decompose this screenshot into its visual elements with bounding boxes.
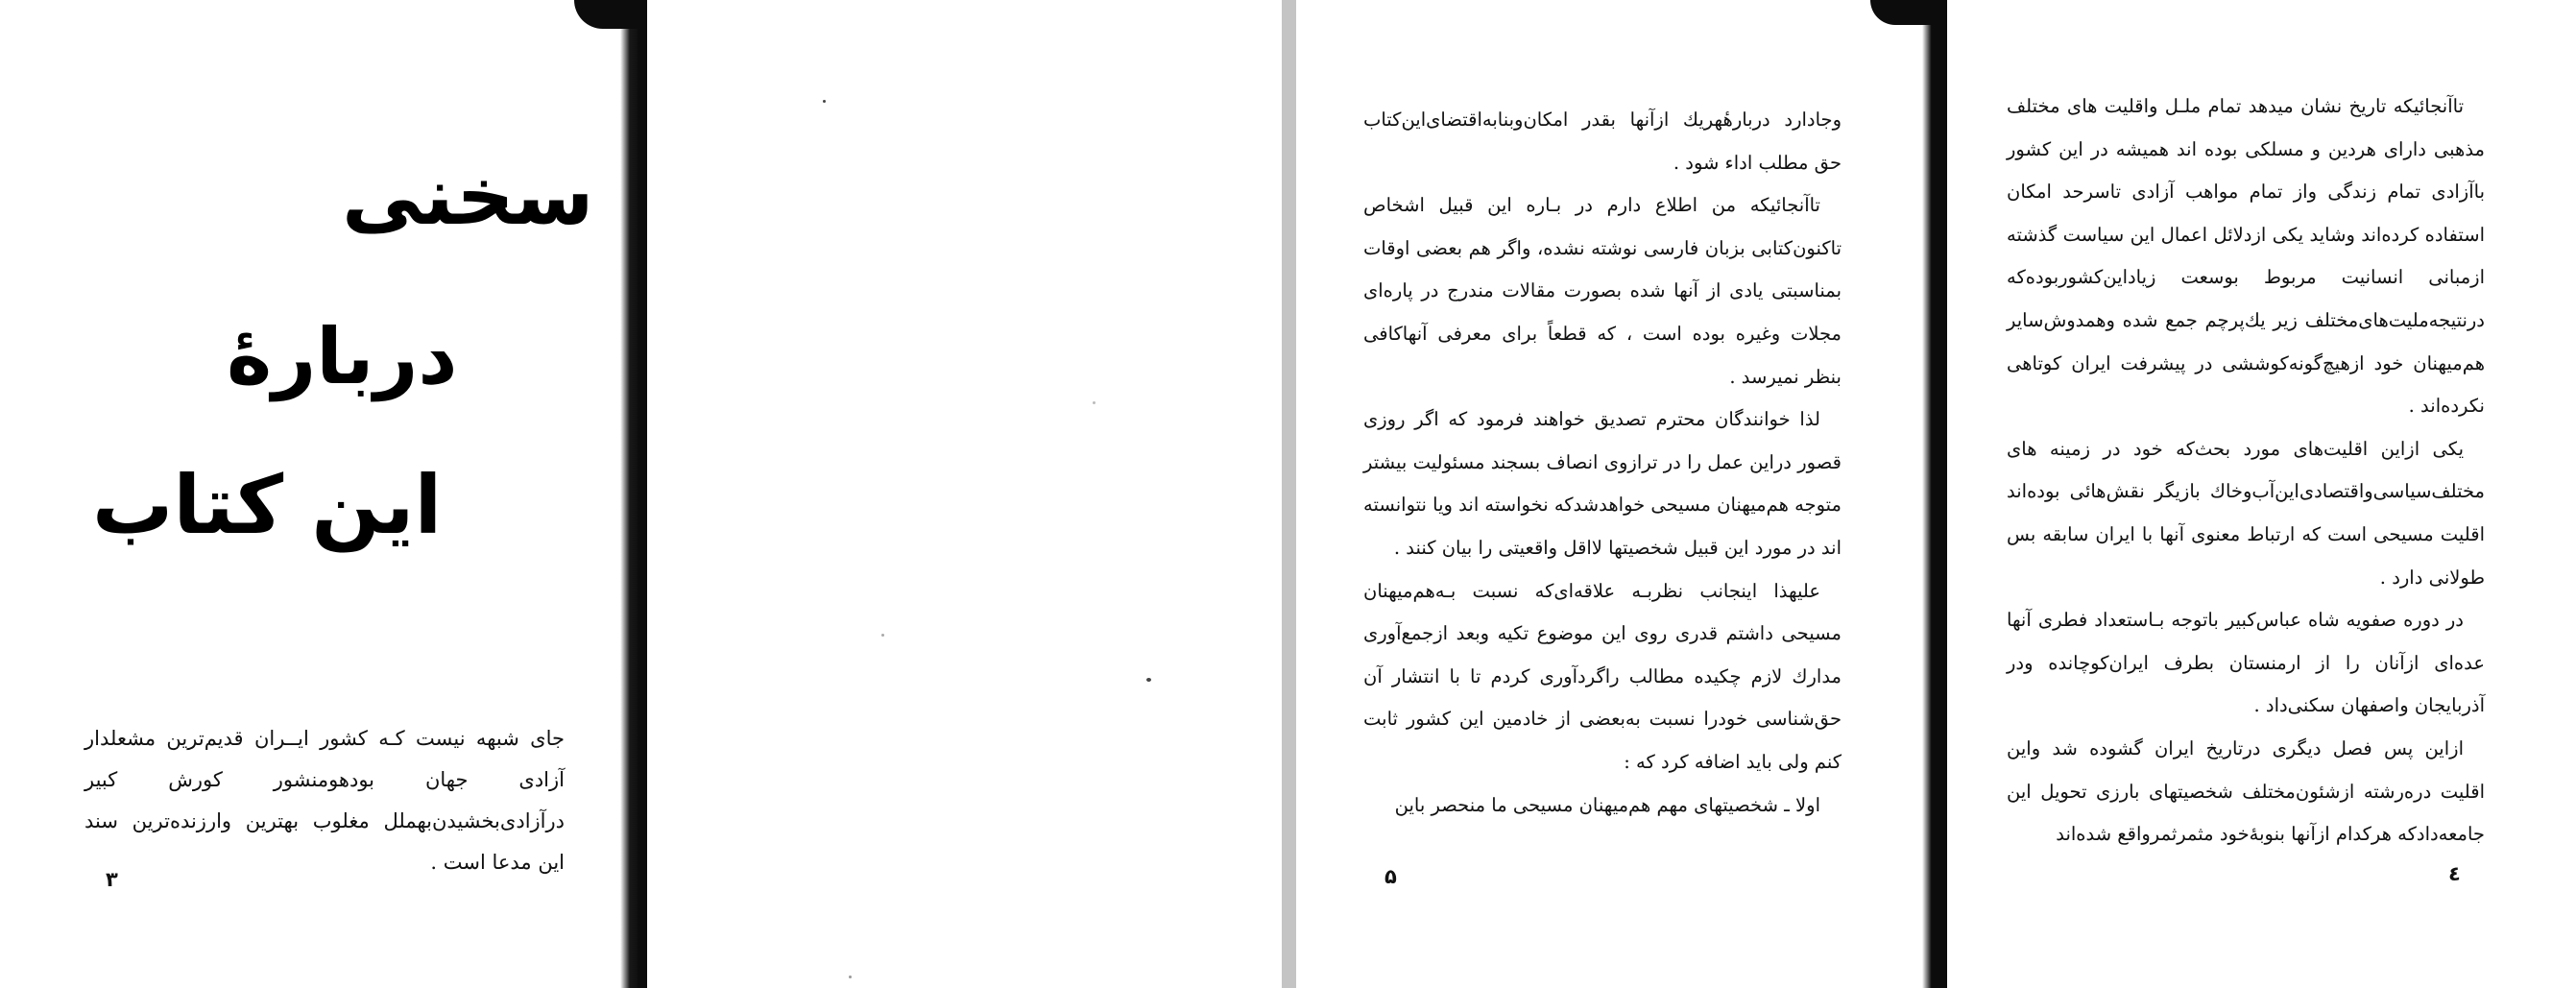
- scan-spine-edge: [641, 0, 647, 988]
- scan-spine-edge: [1922, 0, 1938, 988]
- page-number: ۳: [106, 868, 118, 891]
- paragraph: در دوره صفویه شاه عباس‌کبیر باتوجه بـاستعداد فطری آنها عده‌ای ازآنان را از ارمنستان بطرف ایران‌کوچانده ودر آذربایجان واصفهان سکنی‌داد .: [2007, 609, 2485, 717]
- scan-speck: [1093, 401, 1095, 404]
- page-3: [0, 0, 641, 988]
- paragraph: علیهذا اینجانب نظربـه علاقه‌ای‌که نسبت بـه‌هم‌میهنان مسیحی داشتم قدری روی این موضوع تکیه وبعد ازجمع‌آوری مدارك لازم چکیده مطالب راگردآوری کردم تا با انتشار آن حق‌شناسی خودرا نسبت به‌بعضی از خادمین این کشور ثابت کنم ولی باید اضافه کرد که :: [1363, 579, 1842, 773]
- scan-speck: [823, 100, 826, 103]
- scan-spine-edge: [1938, 0, 1947, 988]
- paragraph: اولا ـ شخصیتهای مهم هم‌میهنان مسیحی ما منحصر باین: [1394, 793, 1820, 816]
- paragraph: لذا خوانندگان محترم تصدیق خواهند فرمود که اگر روزی قصور دراین عمل را در ترازوی انصاف بسجند مسئولیت بیشتر متوجه هم‌میهنان مسیحی خواهدشدکه نخواسته اند ویا نتوانسته اند در مورد این قبیل شخصیتها لااقل واقعیتی را بیان کنند .: [1363, 408, 1842, 559]
- scan-speck: [881, 634, 884, 637]
- paragraph: تاآنجائیکه تاریخ نشان میدهد تمام ملـل واقلیت های مختلف مذهبی دارای هردین و مسلکی بوده اند همیشه در این کشور باآزادی تمام زندگی واز تمام مواهب آزادی تاسرحد امکان استفاده کرده‌اند وشاید یکی ازدلائل اعمال این سیاست گذشته ازمبانی انسانیت مربوط بوسعت زیاداین‌کشوربوده‌که درنتیجه‌ملیت‌های‌مختلف زیر یك‌پرچم جمع شده وهمدوش‌سایر هم‌میهنان خود ازهیچ‌گونه‌کوششی در پیشرفت ایران کوتاهی نکرده‌اند .: [2007, 95, 2485, 418]
- page-5-text: [1363, 99, 1842, 827]
- paragraph: ازاین پس فصل دیگری درتاریخ ایران گشوده شد واین اقلیت دره‌رشته ازشئون‌مختلف شخصیتهای بارزی تحویل این جامعه‌داد‌که هرکدام ازآنها بنوبهٔ‌خود مثمرثمرواقع شده‌اند: [2007, 736, 2485, 846]
- page-number: ۵: [1384, 865, 1397, 888]
- page-number: ٤: [2448, 862, 2461, 885]
- page-4: [1938, 0, 2576, 988]
- paragraph: تاآنجائیکه من اطلاع دارم در بـاره این قبیل اشخاص تاکنون‌کتابی بزبان فارسی نوشته نشده، واگر هم بعضی اوقات بمناسبتی یادی از آنها شده بصورت مقالات مندرج در پاره‌ای مجلات وغیره بوده است ، که قطعاً برای معرفی آنهاکافی بنظر نمیرسد .: [1363, 194, 1842, 388]
- intro-paragraph: [84, 718, 565, 883]
- title-line-1: سخنی: [342, 149, 594, 243]
- title-line-2: دربارهٔ: [227, 312, 458, 401]
- page-4-text: [2007, 85, 2485, 856]
- scan-speck: [849, 976, 852, 978]
- intro-text: جای شبهه نیست کـه کشور ایــران قدیم‌ترین مشعلدار آزادی جهان بودهومنشور کورش کبیر درآزادی‌بخشیدن‌بهملل مغلوب بهترین وارزنده‌ترین سند این مدعا است .: [84, 727, 565, 874]
- page-5: [1296, 0, 1938, 988]
- paragraph: وجادارد دربارهٔهریك ازآنها بقدر امکان‌وبنا‌به‌اقتضای‌این‌کتاب حق مطلب اداء شود .: [1363, 108, 1842, 174]
- blank-page: [641, 0, 1282, 988]
- title-line-3: این کتاب: [92, 458, 443, 552]
- scan-speck: [1146, 678, 1151, 682]
- scan-spine-edge: [620, 0, 641, 988]
- paragraph: یکی ازاین اقلیت‌های مورد بحث‌که خود در زمینه‌ های مختلف‌سیاسی‌واقتصادی‌این‌آب‌وخاك بازیگر نقش‌هائی بوده‌اند اقلیت مسیحی است که ارتباط معنوی آنها با ایران سابقه بس طولانی دارد .: [2007, 437, 2485, 589]
